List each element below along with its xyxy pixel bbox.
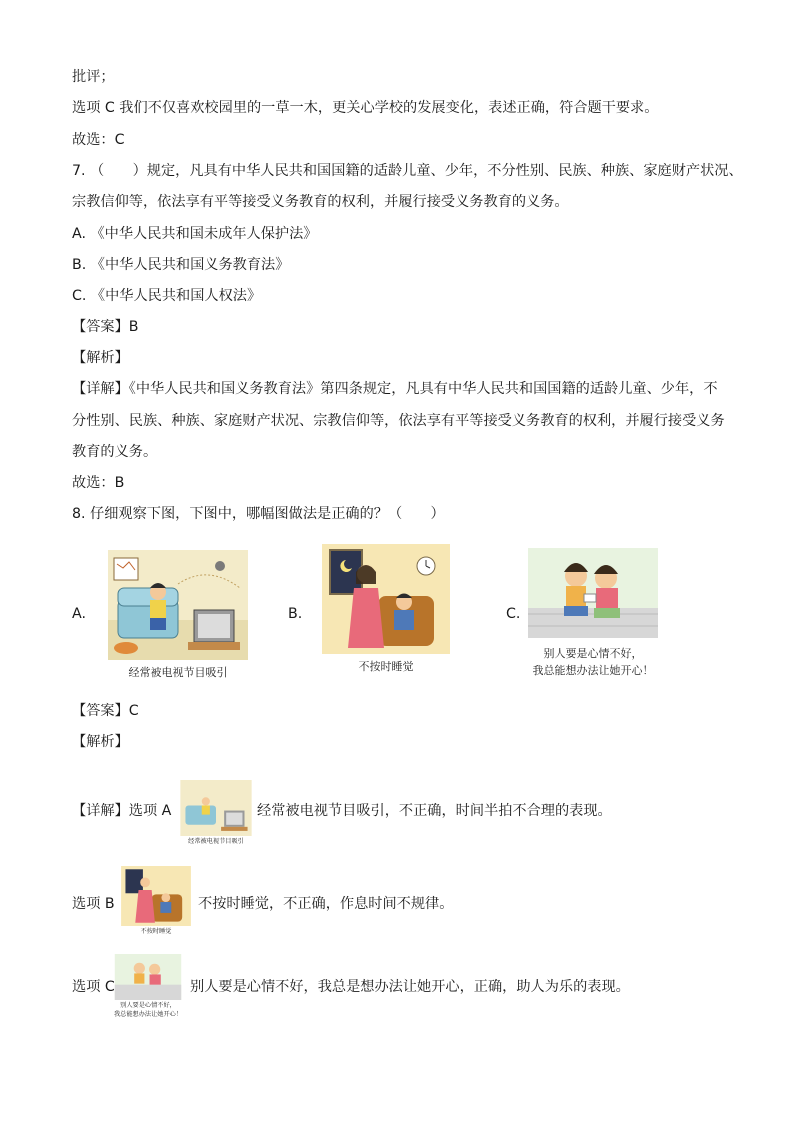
thumb-c-caption-2: 我总能想办法让她开心！ [113, 1011, 183, 1018]
helping-friend-thumbnail [114, 954, 182, 1000]
tv-watching-illustration [108, 550, 248, 660]
detail-c-prefix: 选项 C [72, 979, 115, 995]
detail-b-prefix: 选项 B [72, 896, 115, 912]
question-8: 8. 仔细观察下图，下图中，哪幅图做法是正确的？（ ） [72, 506, 445, 522]
question-7-cont: 宗教信仰等，依法享有平等接受义务教育的权利，并履行接受义务教育的义务。 [72, 194, 569, 210]
late-night-illustration [322, 544, 450, 654]
detail-7-cont: 教育的义务。 [72, 444, 158, 460]
text-line: 选项 C 我们不仅喜欢校园里的一草一木，更关心学校的发展变化，表述正确，符合题干要求。 [72, 100, 659, 116]
text-line: 故选：C [72, 132, 125, 148]
tv-watching-thumbnail [178, 780, 254, 836]
option-a: A. 《中华人民共和国未成年人保护法》 [72, 226, 318, 242]
choose-7: 故选：B [72, 475, 125, 491]
option-c: C. 《中华人民共和国人权法》 [72, 288, 262, 304]
late-night-thumbnail [120, 866, 192, 926]
figure-c-label: C. [506, 606, 521, 622]
figure-a-caption: 经常被电视节目吸引 [128, 666, 228, 679]
detail-a-prefix: 【详解】选项 A [72, 803, 172, 819]
detail-7-cont: 分性别、民族、种族、家庭财产状况、宗教信仰等，依法享有平等接受义务教育的权利，并履行接受义务 [72, 413, 725, 429]
text-line: 批评； [72, 69, 115, 85]
helping-friend-illustration [528, 548, 658, 638]
analysis-7-heading: 【解析】 [72, 350, 129, 366]
figure-c-caption-2: 我总能想办法让她开心！ [532, 664, 654, 677]
detail-b-text: 不按时睡觉，不正确，作息时间不规律。 [198, 896, 454, 912]
figure-b-caption: 不按时睡觉 [358, 660, 414, 673]
thumb-a-caption: 经常被电视节目吸引 [188, 838, 244, 845]
figure-c-caption-1: 别人要是心情不好， [543, 647, 643, 660]
detail-a-text: 经常被电视节目吸引，不正确，时间半拍不合理的表现。 [257, 803, 612, 819]
detail-c-text: 别人要是心情不好，我总是想办法让她开心，正确，助人为乐的表现。 [190, 979, 630, 995]
analysis-8-heading: 【解析】 [72, 734, 129, 750]
answer-7: 【答案】B [72, 319, 139, 335]
option-b: B. 《中华人民共和国义务教育法》 [72, 257, 290, 273]
thumb-b-caption: 不按时睡觉 [140, 928, 172, 935]
answer-8: 【答案】C [72, 703, 139, 719]
figure-a-label: A. [72, 606, 86, 622]
thumb-c-caption-1: 别人要是心情不好， [120, 1002, 176, 1009]
detail-7: 【详解】《中华人民共和国义务教育法》第四条规定，凡具有中华人民共和国国籍的适龄儿童、少年，不 [72, 381, 718, 397]
question-7: 7. （ ）规定，凡具有中华人民共和国国籍的适龄儿童、少年，不分性别、民族、种族、家庭财产状况、 [72, 163, 743, 179]
figure-b-label: B. [288, 606, 303, 622]
